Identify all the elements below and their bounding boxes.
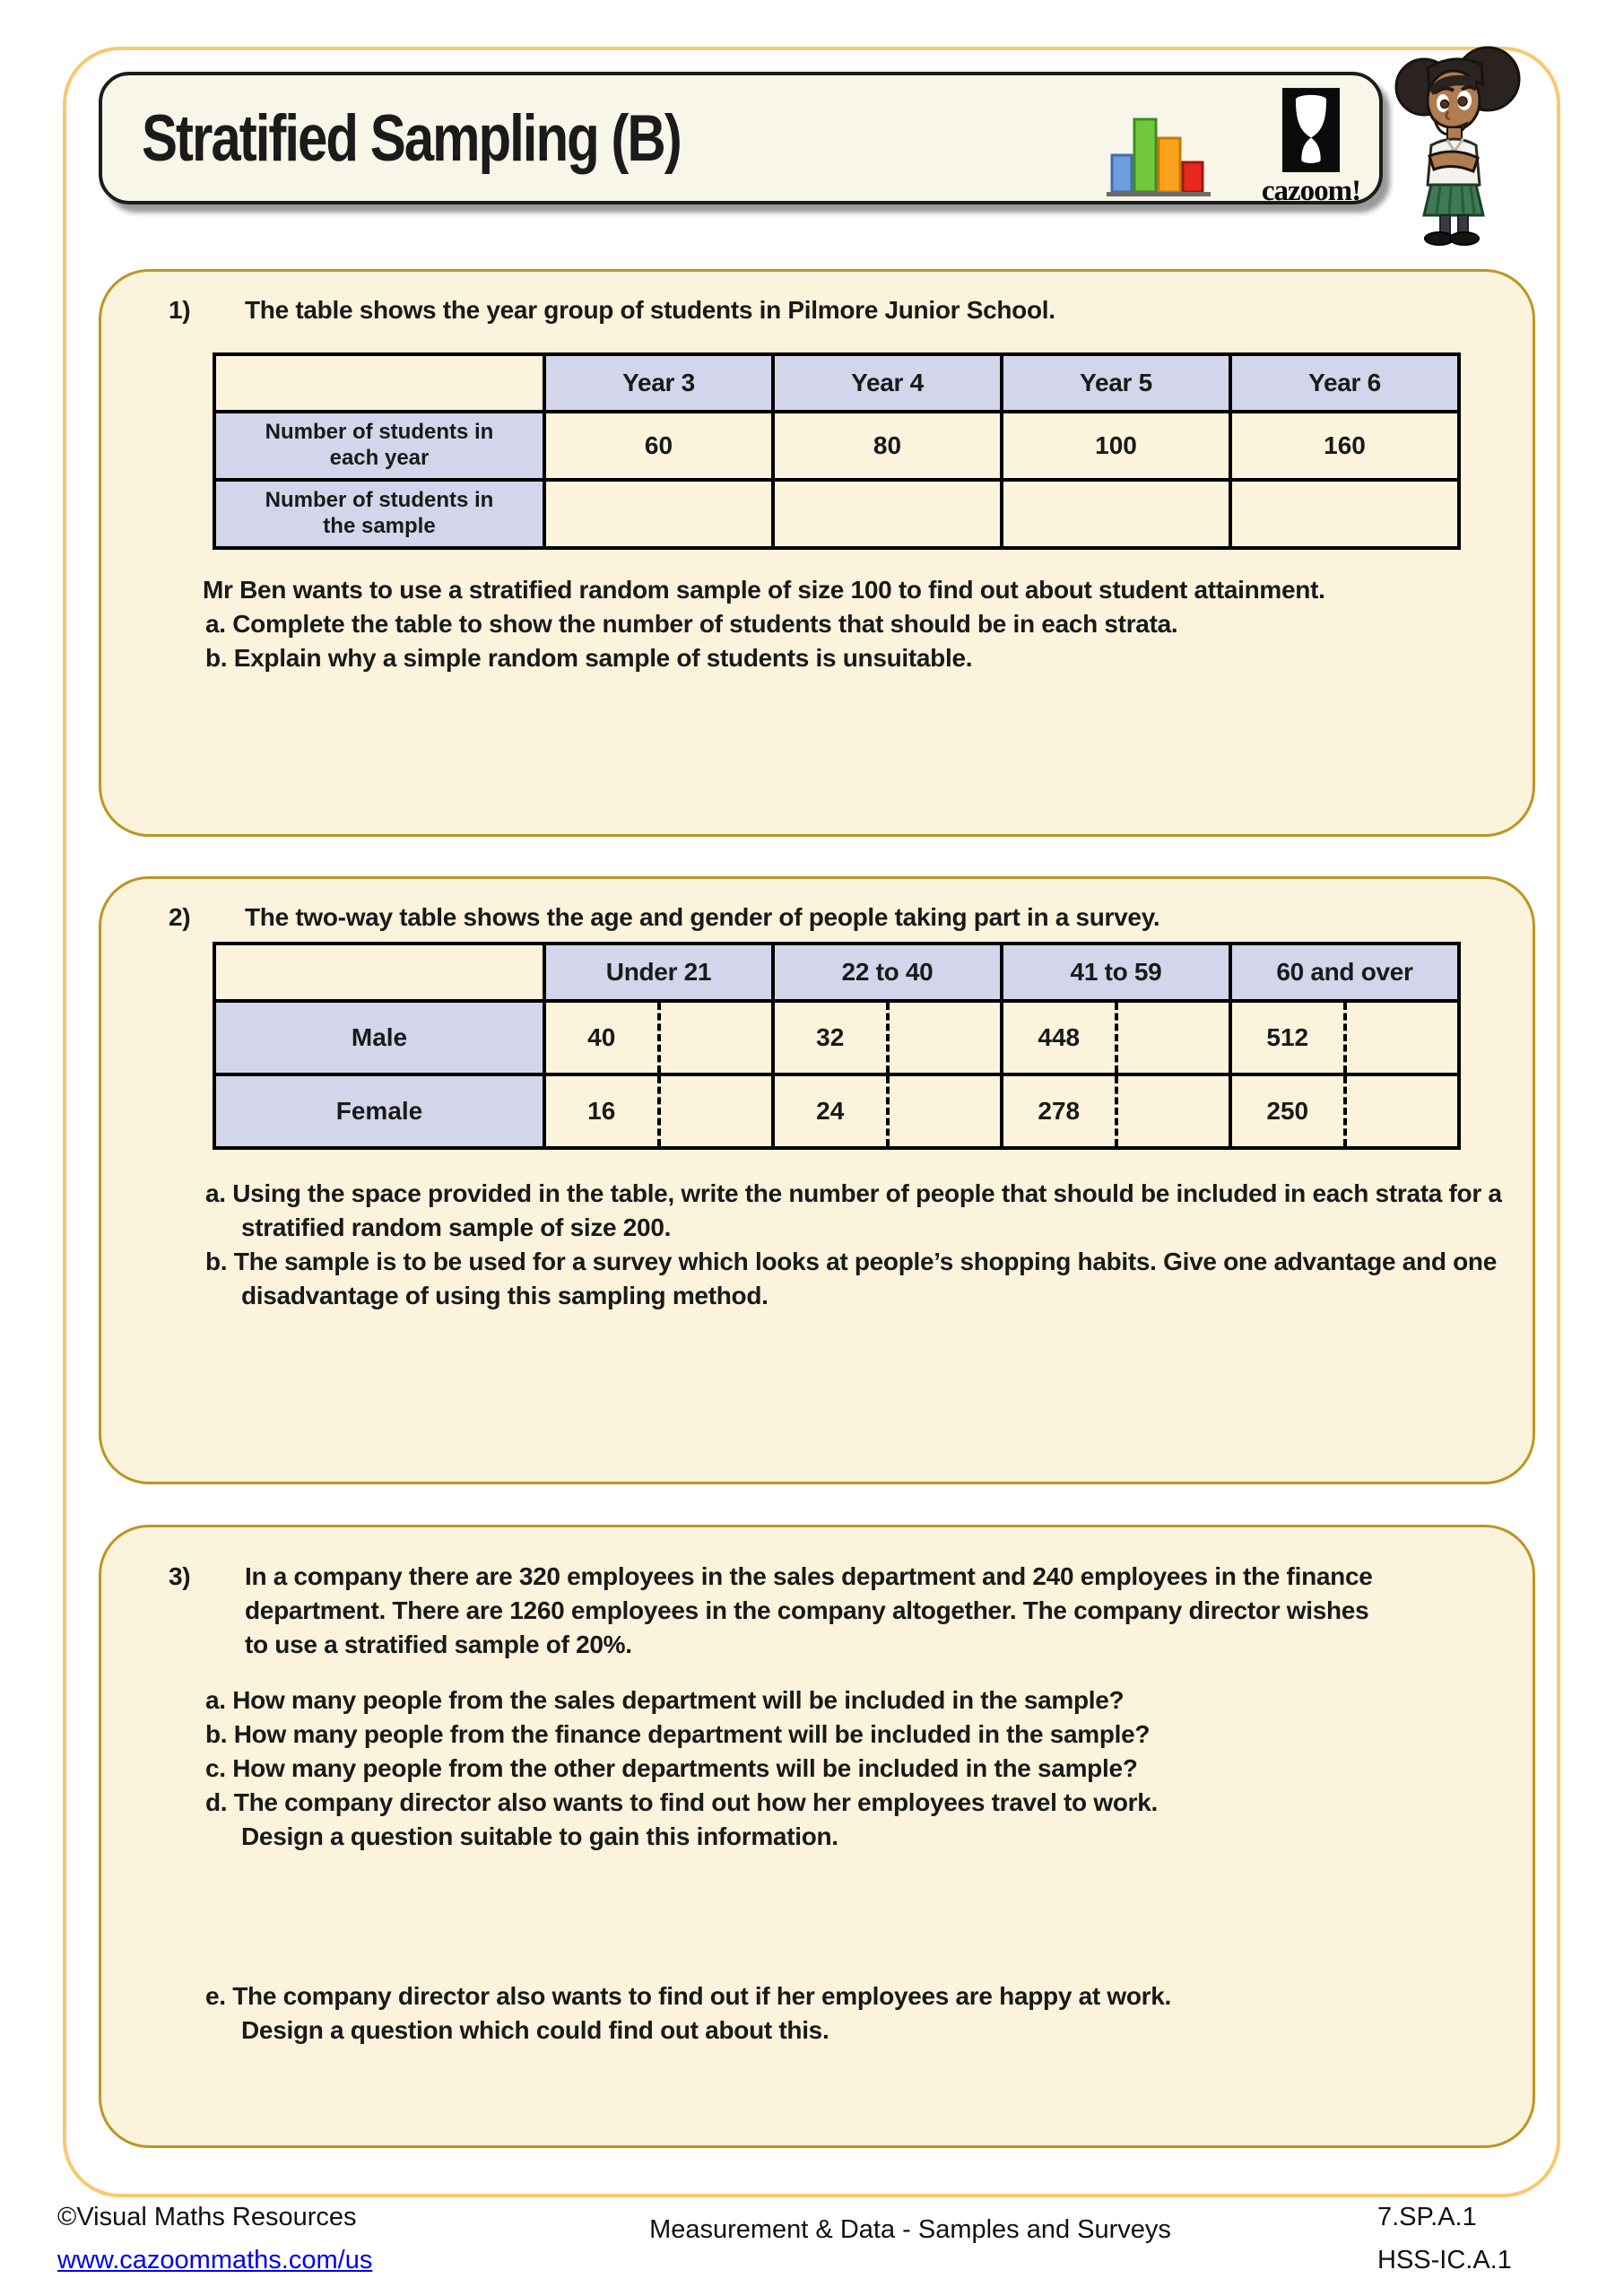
two-way-table [213, 942, 1461, 1150]
cell-value: 512 [1232, 1003, 1347, 1073]
table-cell: 80 [773, 412, 1002, 480]
table-header-cell: Under 21 [544, 944, 773, 1001]
question-3-panel [99, 1525, 1535, 2148]
cazoom-logo [1239, 88, 1383, 208]
table-corner-cell [214, 354, 544, 412]
question-2-intro [169, 879, 1533, 935]
student-character [1388, 38, 1524, 246]
answer-space [890, 1003, 1001, 1073]
question-3-intro [169, 1527, 1533, 1662]
question-2-part-b: b. The sample is to be used for a survey which looks at people’s shopping habits. Give one advantage and one disadvantage of using this sampling method. [205, 1248, 1497, 1309]
question-3-part-e-continued: Design a question which could find out about this. [241, 2016, 829, 2044]
footer [57, 2196, 1575, 2282]
table-cell: 160 [1230, 412, 1459, 480]
cell-value: 32 [775, 1003, 890, 1073]
question-1-part-a: a. Complete the table to show the number of students that should be in each strata. [205, 610, 1178, 638]
standard-code: HSS-IC.A.1 [1377, 2246, 1512, 2274]
answer-cell-empty [1002, 480, 1230, 548]
table-corner-cell [214, 944, 544, 1001]
question-1-number: 1) [169, 296, 191, 324]
table-header-cell: 22 to 40 [773, 944, 1002, 1001]
table-row-label: Male [214, 1001, 544, 1074]
question-3-intro-text: In a company there are 320 employees in the sales department and 240 employees in the finance department. There are 1260 employees in the company altogether. The company director wishes to use a stratified sample of 20%. [245, 1562, 1373, 1658]
table-header-row [214, 944, 1459, 1001]
answer-cell-empty [1230, 480, 1459, 548]
answer-space [1118, 1003, 1229, 1073]
table-cell-split [1230, 1074, 1459, 1148]
cell-value: 278 [1003, 1076, 1118, 1146]
answer-cell-empty [773, 480, 1002, 548]
question-3-part-a: a. How many people from the sales department will be included in the sample? [205, 1686, 1125, 1714]
table-header-cell: Year 5 [1002, 354, 1230, 412]
question-1-body: Mr Ben wants to use a stratified random sample of size 100 to find out about student attainment. [203, 576, 1325, 604]
table-row [214, 412, 1459, 480]
cell-value: 24 [775, 1076, 890, 1146]
question-3-part-d-continued: Design a question suitable to gain this information. [241, 1822, 838, 1850]
table-header-cell: Year 3 [544, 354, 773, 412]
table-cell-split [773, 1074, 1002, 1148]
question-3-part-c: c. How many people from the other departments will be included in the sample? [205, 1754, 1138, 1782]
cell-value: 16 [546, 1076, 661, 1146]
footer-category: Measurement & Data - Samples and Surveys [649, 2215, 1171, 2244]
question-1-intro-text: The table shows the year group of students in Pilmore Junior School. [245, 296, 1055, 324]
answer-space [661, 1003, 772, 1073]
table-row-label: Number of students in the sample [214, 480, 544, 548]
question-1-panel [99, 269, 1535, 837]
table-row-male [214, 1001, 1459, 1074]
page-title: Stratified Sampling (B) [142, 101, 681, 175]
cell-value: 448 [1003, 1003, 1118, 1073]
standard-code: 7.SP.A.1 [1377, 2203, 1477, 2231]
answer-space [1347, 1076, 1458, 1146]
website-link[interactable]: www.cazoommaths.com/us [57, 2246, 373, 2274]
table-row-label: Number of students in each year [214, 412, 544, 480]
table-header-cell: Year 4 [773, 354, 1002, 412]
table-cell-split [773, 1001, 1002, 1074]
question-2-panel [99, 876, 1535, 1484]
table-cell-split [1002, 1001, 1230, 1074]
answer-space [1118, 1076, 1229, 1146]
table-cell: 100 [1002, 412, 1230, 480]
table-row [214, 480, 1459, 548]
table-row-female [214, 1074, 1459, 1148]
table-header-cell: Year 6 [1230, 354, 1459, 412]
question-3-number: 3) [169, 1562, 191, 1590]
table-header-cell: 60 and over [1230, 944, 1459, 1001]
question-1-part-b: b. Explain why a simple random sample of students is unsuitable. [205, 644, 973, 672]
cell-value: 40 [546, 1003, 661, 1073]
question-2-intro-text: The two-way table shows the age and gender of people taking part in a survey. [245, 903, 1160, 931]
question-1-intro [169, 272, 1533, 327]
cazoom-logo-text: cazoom! [1261, 175, 1361, 207]
table-cell-split [1002, 1074, 1230, 1148]
hourglass-icon [1282, 88, 1340, 172]
table-cell-split [544, 1074, 773, 1148]
question-3-part-b: b. How many people from the finance department will be included in the sample? [205, 1720, 1151, 1748]
table-cell-split [1230, 1001, 1459, 1074]
table-header-cell: 41 to 59 [1002, 944, 1230, 1001]
cell-value: 250 [1232, 1076, 1347, 1146]
answer-cell-empty [544, 480, 773, 548]
answer-space [890, 1076, 1001, 1146]
year-group-table [213, 352, 1461, 550]
bar-chart-icon [1105, 108, 1212, 197]
copyright-text: ©Visual Maths Resources [57, 2203, 357, 2231]
answer-space [661, 1076, 772, 1146]
question-3-part-e: e. The company director also wants to find out if her employees are happy at work. [205, 1982, 1171, 2010]
table-row-label: Female [214, 1074, 544, 1148]
question-2-number: 2) [169, 903, 191, 931]
question-3-part-d: d. The company director also wants to find out how her employees travel to work. [205, 1788, 1158, 1816]
answer-space [1347, 1003, 1458, 1073]
question-2-part-a: a. Using the space provided in the table, write the number of people that should be included in each strata for a stratified random sample of size 200. [205, 1179, 1502, 1241]
title-box [99, 72, 1383, 207]
table-header-row [214, 354, 1459, 412]
table-cell: 60 [544, 412, 773, 480]
table-cell-split [544, 1001, 773, 1074]
